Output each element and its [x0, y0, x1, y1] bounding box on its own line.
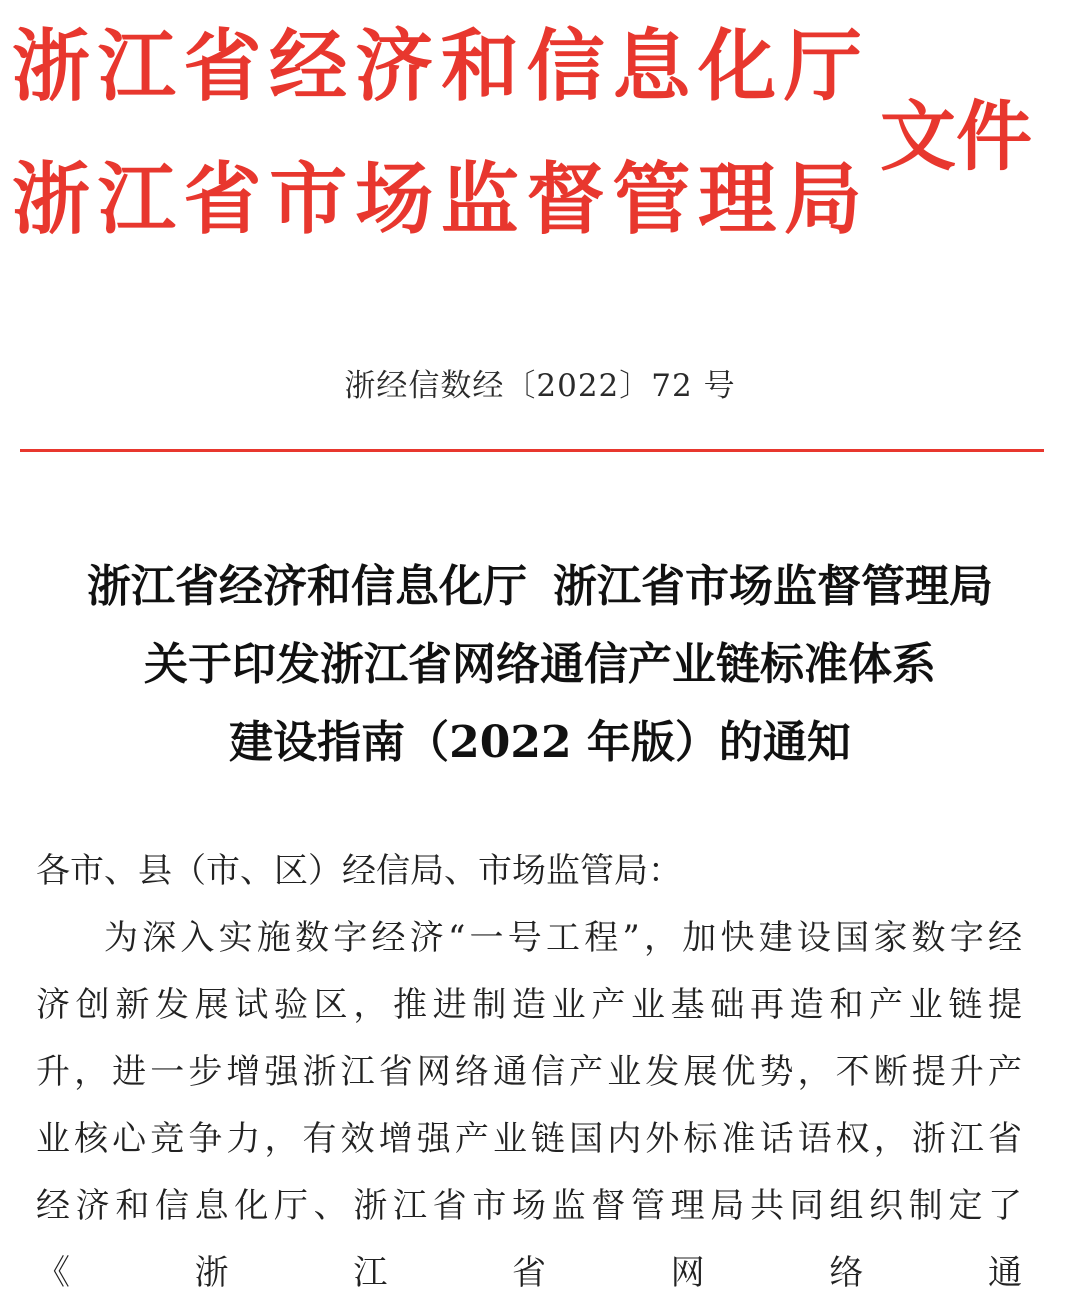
document-title — [0, 548, 1080, 782]
title-issuer-1: 浙江省经济和信息化厅 — [87, 561, 527, 612]
body-paragraph: 为深入实施数字经济“一号工程”，加快建设国家数字经济创新发展试验区，推进制造业产业基础再造和产业链提升，进一步增强浙江省网络通信产业发展优势，不断提升产业核心竞争力，有效增强产业链国内外标准话语权，浙江省经济和信息化厅、浙江省市场监督管理局共同组织制定了《浙江省网络通 — [36, 918, 1026, 1293]
red-divider-line — [20, 449, 1044, 452]
document-number: 浙经信数经〔2022〕72 号 — [344, 368, 736, 404]
document-type-label: 文件 — [880, 92, 1032, 181]
salutation: 各市、县（市、区）经信局、市场监管局： — [36, 851, 682, 891]
title-line-subject: 关于印发浙江省网络通信产业链标准体系 — [144, 639, 936, 690]
letterhead — [0, 0, 1080, 270]
issuer-line-economy-bureau: 浙 江 省 经 济 和 信 息 化 厅 — [12, 22, 862, 112]
document-body — [36, 838, 1026, 1307]
title-issuer-2: 浙江省市场监督管理局 — [553, 561, 993, 612]
title-line-guide: 建设指南（2022 年版）的通知 — [229, 717, 851, 768]
issuer-line-market-bureau: 浙 江 省 市 场 监 督 管 理 局 — [12, 155, 862, 245]
title-line-issuers — [0, 548, 1080, 626]
